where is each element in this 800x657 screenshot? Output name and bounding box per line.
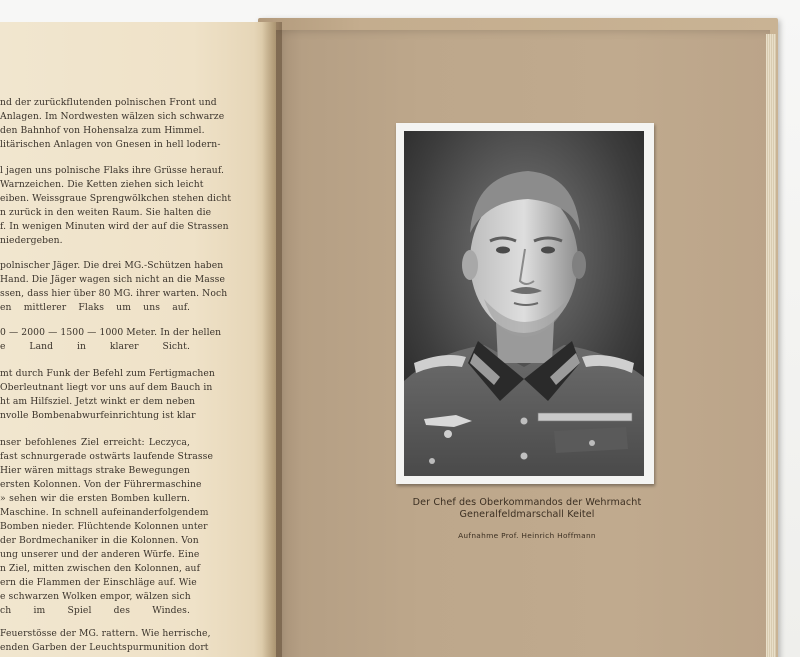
text-line: der Bordmechaniker in die Kolonnen. Von	[0, 535, 199, 546]
text-line: ssen, dass hier über 80 MG. ihrer warten. Noch	[0, 288, 228, 299]
caption-line-1: Der Chef des Oberkommandos der Wehrmacht	[412, 497, 642, 508]
text-line: nd der zurückflutenden polnischen Front und	[0, 97, 217, 108]
text-line: litärischen Anlagen von Gnesen in hell lodern-	[0, 139, 221, 150]
left-page-text	[0, 22, 276, 657]
text-line: f. In wenigen Minuten wird der auf die Strassen	[0, 221, 229, 232]
text-line: ern die Flammen der Einschläge auf. Wie	[0, 577, 197, 588]
text-line: ersten Kolonnen. Von der Führermaschine	[0, 479, 202, 490]
text-line: mt durch Funk der Befehl zum Fertigmachen	[0, 368, 215, 379]
text-line: » sehen wir die ersten Bomben kullern.	[0, 493, 190, 504]
portrait-image	[404, 131, 644, 476]
text-line: en mittlerer Flaks um uns auf.	[0, 302, 190, 313]
portrait-photo	[404, 131, 644, 476]
text-line: nvolle Bombenabwurfeinrichtung ist klar	[0, 410, 196, 421]
text-line: polnischer Jäger. Die drei MG.-Schützen haben	[0, 260, 224, 271]
text-line: Warnzeichen. Die Ketten ziehen sich leicht	[0, 179, 204, 190]
left-text-page	[0, 22, 276, 657]
text-line: n Ziel, mitten zwischen den Kolonnen, auf	[0, 563, 201, 574]
text-line: ch im Spiel des Windes.	[0, 605, 190, 616]
book-gutter-shadow	[262, 22, 282, 657]
text-line: eiben. Weissgraue Sprengwölkchen stehen dicht	[0, 193, 232, 204]
text-line: e schwarzen Wolken empor, wälzen sich	[0, 591, 191, 602]
caption-line-2: Generalfeldmarschall Keitel	[459, 509, 595, 520]
text-line: fast schnurgerade ostwärts laufende Strasse	[0, 451, 213, 462]
text-line: Maschine. In schnell aufeinanderfolgendem	[0, 507, 209, 518]
text-line: ht am Hilfsziel. Jetzt winkt er dem neben	[0, 396, 196, 407]
photo-mount	[396, 123, 654, 484]
text-line: l jagen uns polnische Flaks ihre Grüsse herauf.	[0, 165, 225, 176]
text-line: Feuerstösse der MG. rattern. Wie herrische,	[0, 628, 211, 639]
page-edges	[766, 34, 776, 657]
text-line: n zurück in den weiten Raum. Sie halten die	[0, 207, 212, 218]
text-line: nser befohlenes Ziel erreicht: Leczyca,	[0, 437, 190, 448]
photo-credit: Aufnahme Prof. Heinrich Hoffmann	[458, 531, 596, 540]
text-line: Anlagen. Im Nordwesten wälzen sich schwarze	[0, 111, 225, 122]
text-line: Hier wären mittags strake Bewegungen	[0, 465, 190, 476]
text-line: ung unserer und der anderen Würfe. Eine	[0, 549, 200, 560]
text-line: e Land in klarer Sicht.	[0, 341, 190, 352]
text-line: 0 — 2000 — 1500 — 1000 Meter. In der hellen	[0, 327, 222, 338]
text-line: Bomben nieder. Flüchtende Kolonnen unter	[0, 521, 208, 532]
text-line: Oberleutnant liegt vor uns auf dem Bauch in	[0, 382, 213, 393]
text-line: den Bahnhof von Hohensalza zum Himmel.	[0, 125, 205, 136]
photo-caption	[402, 497, 652, 540]
text-line: Hand. Die Jäger wagen sich nicht an die Masse	[0, 274, 225, 285]
text-line: enden Garben der Leuchtspurmunition dort	[0, 642, 209, 653]
text-line: niedergeben.	[0, 235, 63, 246]
